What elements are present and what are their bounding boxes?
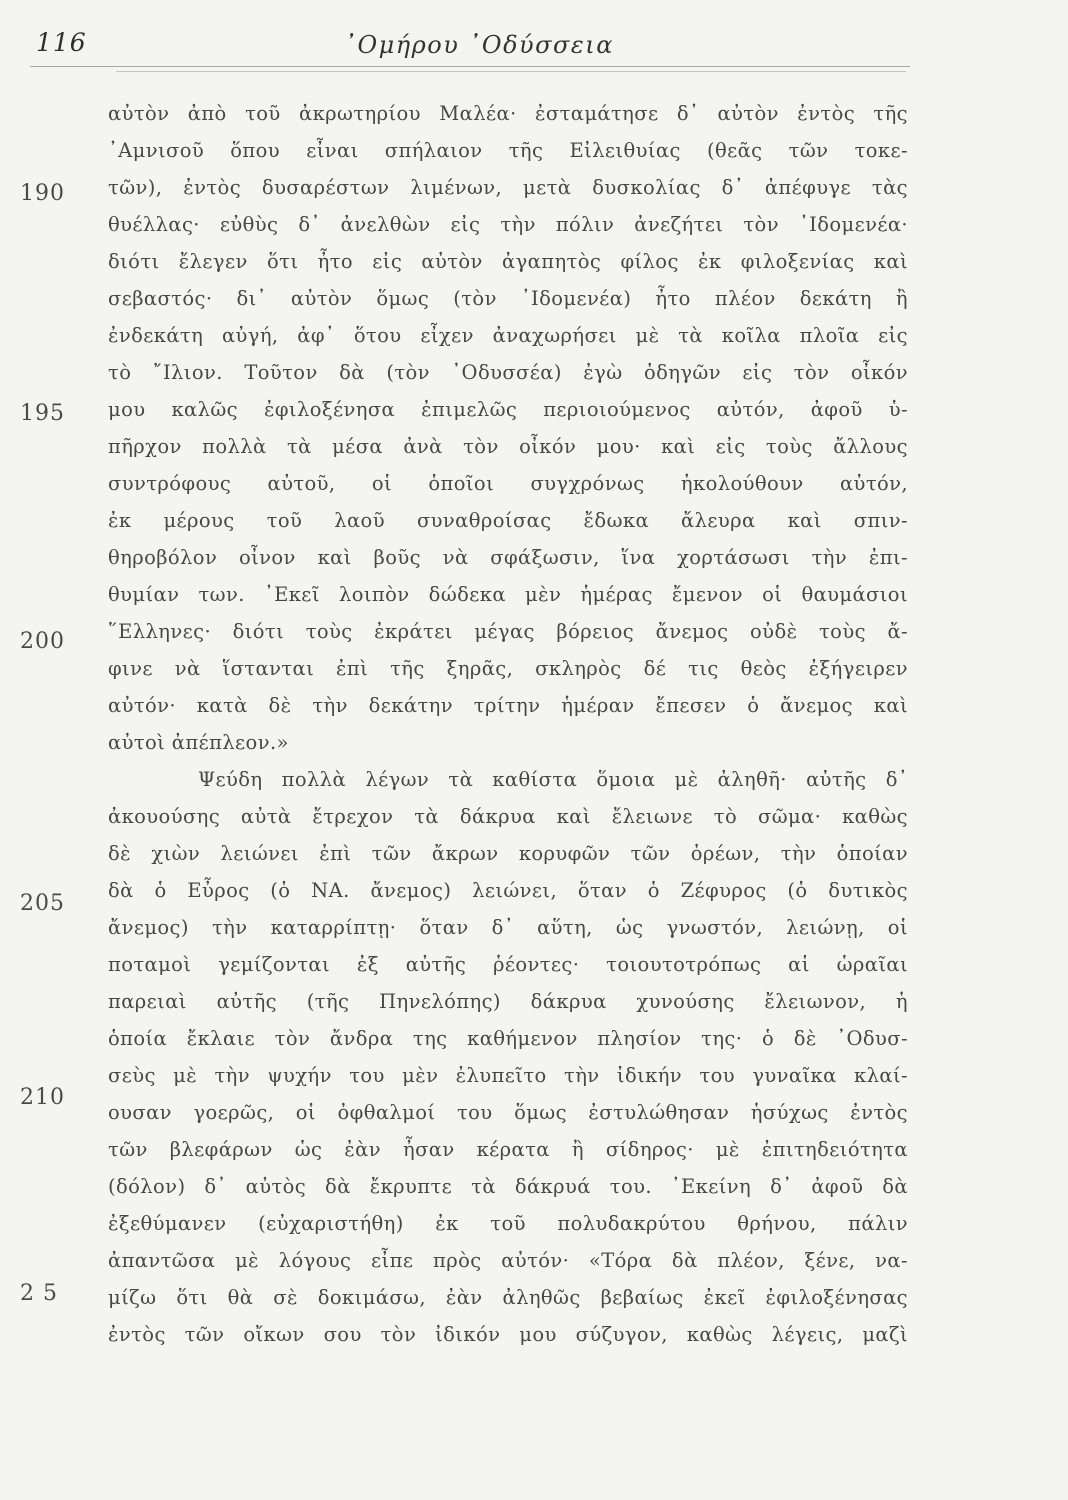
text-line: τῶν βλεφάρων ὡς ἐὰν ἦσαν κέρατα ἢ σίδηρος· μὲ ἐπιτηδειότητα — [108, 1138, 908, 1161]
line-number-210: 210 — [20, 1085, 65, 1110]
running-title: ᾿Ομήρου ᾿Οδύσσεια — [344, 31, 614, 59]
text-line: αὐτοὶ ἀπέπλεον.» — [108, 731, 289, 754]
text-line: ᾿Αμνισοῦ ὅπου εἶναι σπήλαιον τῆς Εἰλειθυίας (θεᾶς τῶν τοκε- — [108, 139, 908, 162]
line-number-195: 195 — [20, 401, 65, 426]
header-rule-secondary — [116, 71, 906, 72]
text-line: παρειαὶ αὐτῆς (τῆς Πηνελόπης) δάκρυα χυνούσης ἔλειωνον, ἡ — [108, 990, 908, 1013]
text-line: μίζω ὅτι θὰ σὲ δοκιμάσω, ἐὰν ἀληθῶς βεβαίως ἐκεῖ ἐφιλοξένησας — [108, 1286, 908, 1309]
header-rule — [30, 66, 910, 67]
page-header — [30, 22, 920, 74]
text-line: (δόλον) δ᾿ αὐτὸς δὰ ἔκρυπτε τὰ δάκρυά του. ᾿Εκείνη δ᾿ ἀφοῦ δὰ — [108, 1175, 908, 1198]
page-number: 116 — [36, 28, 87, 57]
line-number-205: 205 — [20, 891, 65, 916]
text-line: ποταμοὶ γεμίζονται ἐξ αὐτῆς ῥέοντες· τοιουτοτρόπως αἱ ὡραῖαι — [108, 953, 908, 976]
text-line: σεβαστός· δι᾿ αὐτὸν ὅμως (τὸν ᾿Ιδομενέα) ἦτο πλέον δεκάτη ἢ — [108, 287, 908, 310]
text-line: ἀπαντῶσα μὲ λόγους εἶπε πρὸς αὐτόν· «Τόρα δὰ πλέον, ξένε, να- — [108, 1249, 908, 1272]
text-line: μου καλῶς ἐφιλοξένησα ἐπιμελῶς περιοιούμενος αὐτόν, ἀφοῦ ὑ- — [108, 398, 908, 421]
line-number-190: 190 — [20, 181, 65, 206]
text-line: τῶν), ἐντὸς δυσαρέστων λιμένων, μετὰ δυσκολίας δ᾿ ἀπέφυγε τὰς — [108, 176, 908, 199]
line-number-200: 200 — [20, 629, 65, 654]
text-line: δὲ χιὼν λειώνει ἐπὶ τῶν ἄκρων κορυφῶν τῶν ὀρέων, τὴν ὁποίαν — [108, 842, 908, 865]
text-line: θηροβόλον οἶνον καὶ βοῦς νὰ σφάξωσιν, ἵνα χορτάσωσι τὴν ἐπι- — [108, 546, 908, 569]
text-line: ἐξεθύμανεν (εὐχαριστήθη) ἐκ τοῦ πολυδακρύτου θρήνου, πάλιν — [108, 1212, 908, 1235]
text-line: ἐκ μέρους τοῦ λαοῦ συναθροίσας ἔδωκα ἄλευρα καὶ σπιν- — [108, 509, 908, 532]
text-line: ἐντὸς τῶν οἴκων σου τὸν ἰδικόν μου σύζυγον, καθὼς λέγεις, μαζὶ — [108, 1323, 908, 1346]
text-line: ὁποία ἔκλαιε τὸν ἄνδρα της καθήμενον πλησίον της· ὁ δὲ ᾿Οδυσ- — [108, 1027, 908, 1050]
text-line: ἀκουούσης αὐτὰ ἔτρεχον τὰ δάκρυα καὶ ἔλειωνε τὸ σῶμα· καθὼς — [108, 805, 908, 828]
text-line: θυμίαν των. ᾿Εκεῖ λοιπὸν δώδεκα μὲν ἡμέρας ἔμενον οἱ θαυμάσιοι — [108, 583, 908, 606]
text-line: ἄνεμος) τὴν καταρρίπτῃ· ὅταν δ᾿ αὕτη, ὡς γνωστόν, λειώνῃ, οἱ — [108, 916, 908, 939]
text-line: διότι ἔλεγεν ὅτι ἦτο εἰς αὐτὸν ἀγαπητὸς φίλος ἐκ φιλοξενίας καὶ — [108, 250, 908, 273]
text-line-paragraph-start: Ψεύδη πολλὰ λέγων τὰ καθίστα ὅμοια μὲ ἀληθῆ· αὐτῆς δ᾿ — [198, 768, 908, 791]
text-line: αὐτόν· κατὰ δὲ τὴν δεκάτην τρίτην ἡμέραν ἔπεσεν ὁ ἄνεμος καὶ — [108, 694, 908, 717]
text-line: σεὺς μὲ τὴν ψυχήν του μὲν ἐλυπεῖτο τὴν ἰδικήν του γυναῖκα κλαί- — [108, 1064, 908, 1087]
text-line: ουσαν γοερῶς, οἱ ὀφθαλμοί του ὅμως ἐστυλώθησαν ἡσύχως ἐντὸς — [108, 1101, 908, 1124]
text-line: ἐνδεκάτη αὐγή, ἀφ᾿ ὅτου εἶχεν ἀναχωρήσει μὲ τὰ κοῖλα πλοῖα εἰς — [108, 324, 908, 347]
text-line: δὰ ὁ Εὖρος (ὁ ΝΑ. ἄνεμος) λειώνει, ὅταν ὁ Ζέφυρος (ὁ δυτικὸς — [108, 879, 908, 902]
text-line: τὸ ῎Ιλιον. Τοῦτον δὰ (τὸν ᾿Οδυσσέα) ἐγὼ ὁδηγῶν εἰς τὸν οἶκόν — [108, 361, 908, 384]
text-line: θυέλλας· εὐθὺς δ᾿ ἀνελθὼν εἰς τὴν πόλιν ἀνεζήτει τὸν ᾿Ιδομενέα· — [108, 213, 908, 236]
line-number-215: 2 5 — [20, 1281, 58, 1306]
text-line: αὐτὸν ἀπὸ τοῦ ἀκρωτηρίου Μαλέα· ἐσταμάτησε δ᾿ αὐτὸν ἐντὸς τῆς — [108, 102, 908, 125]
text-line: φινε νὰ ἵστανται ἐπὶ τῆς ξηρᾶς, σκληρὸς δέ τις θεὸς ἐξήγειρεν — [108, 657, 908, 680]
text-line: ῞Ελληνες· διότι τοὺς ἐκράτει μέγας βόρειος ἄνεμος οὐδὲ τοὺς ἄ- — [108, 620, 908, 643]
text-line: πῆρχον πολλὰ τὰ μέσα ἀνὰ τὸν οἶκόν μου· καὶ εἰς τοὺς ἄλλους — [108, 435, 908, 458]
text-line: συντρόφους αὐτοῦ, οἱ ὁποῖοι συγχρόνως ἠκολούθουν αὐτόν, — [108, 472, 908, 495]
